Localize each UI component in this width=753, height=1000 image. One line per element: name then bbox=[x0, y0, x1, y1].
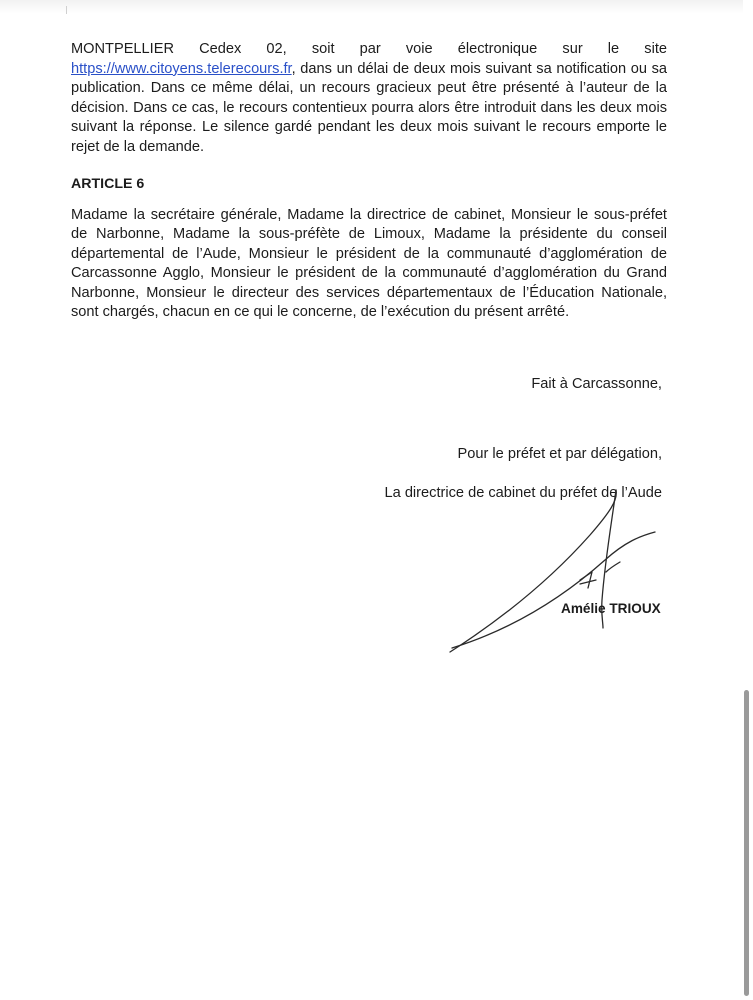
signer-role: La directrice de cabinet du préfet de l’Aude bbox=[384, 485, 662, 501]
recours-text-end: , dans un délai de deux mois suivant sa notification ou sa publication. Dans ce même délai, un recours gracieux peut être présenté à l’auteur de la décision. Dans ce cas, le recours contentieux pourra alors être introduit dans les deux mois suivant la réponse. Le silence gardé pendant les deux mois suivant le recours emporte le rejet de la demande. bbox=[71, 60, 667, 155]
delegation-line: Pour le préfet et par délégation, bbox=[457, 446, 662, 462]
recours-paragraph bbox=[71, 40, 667, 157]
recours-text-start: MONTPELLIER Cedex 02, soit par voie électronique sur le site bbox=[71, 41, 667, 57]
telerecours-link[interactable]: https://www.citoyens.telerecours.fr bbox=[71, 60, 292, 77]
place-line: Fait à Carcassonne, bbox=[531, 376, 662, 392]
page-top-edge bbox=[0, 0, 753, 14]
signer-name: Amélie TRIOUX bbox=[561, 601, 661, 616]
scrollbar-thumb[interactable] bbox=[744, 690, 749, 996]
article-6-body: Madame la secrétaire générale, Madame la directrice de cabinet, Monsieur le sous-préfet de Narbonne, Madame la sous-préfète de Limoux, Madame la présidente du conseil départemental de l’Aude, Monsieur le président de la communauté d’agglomération de Carcassonne Agglo, Monsieur le président de la communauté d’agglomération du Grand Narbonne, Monsieur le directeur des services départementaux de l’Éducation Nationale, sont chargés, chacun en ce qui le concerne, de l’exécution du présent arrêté. bbox=[71, 206, 667, 320]
document-body bbox=[71, 40, 667, 323]
handwritten-signature bbox=[440, 480, 660, 665]
page-edge-mark bbox=[66, 6, 67, 14]
article-6-heading: ARTICLE 6 bbox=[71, 176, 145, 192]
